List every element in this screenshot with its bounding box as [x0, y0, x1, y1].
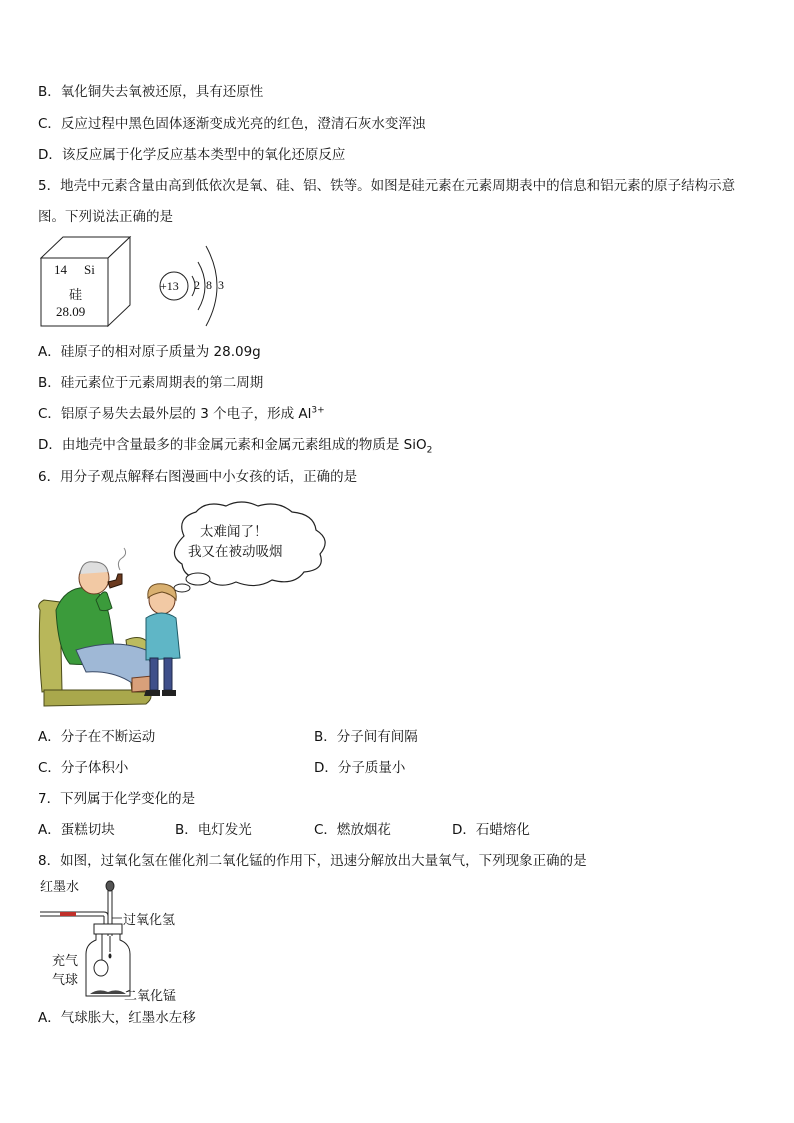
thought-bubble-line1: 太难闻了！: [200, 524, 268, 540]
atom-nucleus-charge: +13: [160, 279, 179, 293]
thought-bubble-line2: 我又在被动吸烟: [188, 544, 283, 560]
q6-option-d: D．分子质量小: [314, 760, 406, 776]
q5-option-a: A．硅原子的相对原子质量为 28.09g: [38, 344, 261, 360]
element-atomic-number: 14: [54, 262, 67, 277]
label-hydrogen-peroxide: 过氧化氢: [123, 913, 176, 928]
q6-option-a: A．分子在不断运动: [38, 729, 156, 745]
label-balloon-line1: 充气: [52, 954, 79, 969]
element-symbol: Si: [84, 262, 95, 277]
q5-stem-line1: 5．地壳中元素含量由高到低依次是氧、硅、铝、铁等。如图是硅元素在元素周期表中的信息和铝元素的原子结构示意: [38, 178, 736, 194]
q5-option-c: C．铝原子易失去最外层的 3 个电子，形成 $Al^{3+}$: [38, 405, 325, 422]
atom-shell-2: 8: [206, 278, 212, 292]
element-atomic-mass: 28.09: [56, 304, 86, 319]
q7-option-b: B．电灯发光: [175, 822, 252, 838]
q5-option-b: B．硅元素位于元素周期表的第二周期: [38, 375, 264, 391]
q8-stem: 8．如图，过氧化氢在催化剂二氧化锰的作用下，迅速分解放出大量氧气，下列现象正确的是: [38, 853, 587, 869]
q4-option-c: C．反应过程中黑色固体逐渐变成光亮的红色，澄清石灰水变浑浊: [38, 116, 426, 132]
atom-shell-3: 3: [218, 278, 224, 292]
q6-option-b: B．分子间有间隔: [314, 729, 418, 745]
atom-shell-1: 2: [194, 278, 200, 292]
q7-option-c: C．燃放烟花: [314, 822, 391, 838]
periodic-cell-box: [40, 236, 132, 328]
q7-option-a: A．蛋糕切块: [38, 822, 115, 838]
q5-stem-line2: 图。下列说法正确的是: [38, 209, 173, 225]
label-balloon-line2: 气球: [52, 973, 79, 988]
q4-option-b: B．氧化铜失去氧被还原，具有还原性: [38, 84, 264, 100]
label-manganese-dioxide: 二氧化锰: [124, 989, 177, 1004]
q7-option-d: D．石蜡熔化: [452, 822, 530, 838]
q7-stem: 7．下列属于化学变化的是: [38, 791, 196, 807]
smoking-cartoon-illustration: [36, 500, 336, 714]
element-name: 硅: [69, 288, 83, 303]
q6-option-c: C．分子体积小: [38, 760, 129, 776]
q8-option-a: A．气球胀大，红墨水左移: [38, 1010, 196, 1026]
q4-option-d: D．该反应属于化学反应基本类型中的氧化还原反应: [38, 147, 346, 163]
q6-stem: 6．用分子观点解释右图漫画中小女孩的话，正确的是: [38, 469, 358, 485]
q5-option-d: D．由地壳中含量最多的非金属元素和金属元素组成的物质是 SiO$_2$: [38, 437, 433, 456]
label-red-ink: 红墨水: [40, 880, 80, 895]
